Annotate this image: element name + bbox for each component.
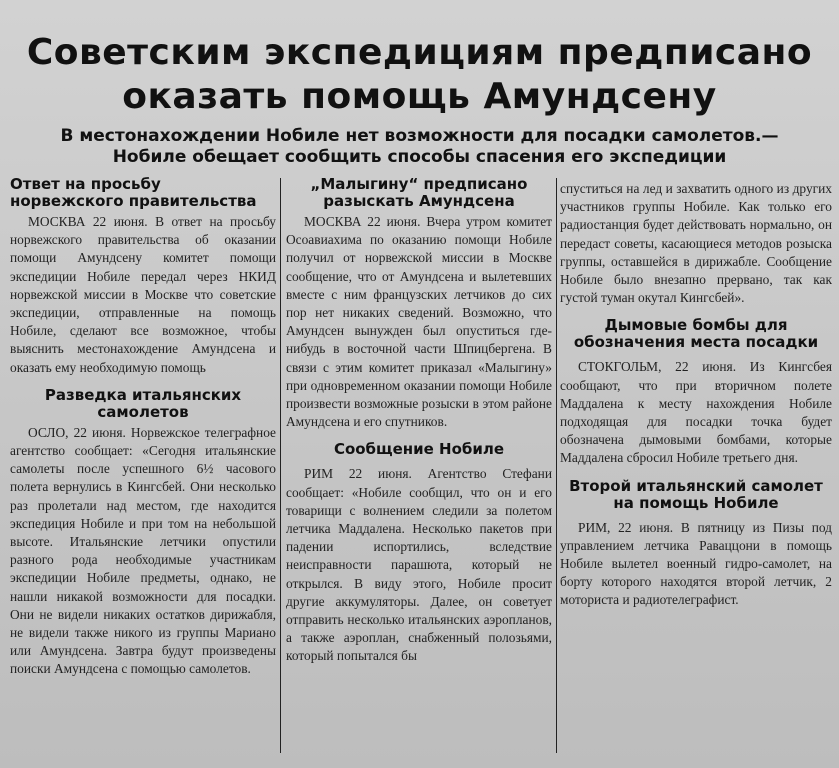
article-body-italian-recon: ОСЛО, 22 июня. Норвежское телеграфное агентство сообщает: «Сегодня итальянские самолеты после успешного 6½ часового полета вернулись в Кингсбей. Они несколько раз пролетали над местом, где находится экспедиция Нобиле и при том на небольшой высоте. Итальянские летчики опустили разного рода необходимые участникам экспедиции Нобиле предметы, однако, не нашли никакой возможности для посадки. Они не видели никаких остатков дирижабля, не видели также никого из группы Мариано или Амундсена. Завтра будут произведены поиски Амундсена с помощью самолетов. (10, 424, 276, 677)
article-title-malygin: „Малыгину“ предписано разыскать Амундсена (310, 175, 528, 210)
article-title-nobile-message: Сообщение Нобиле (333, 440, 505, 459)
article-body-norway-request: МОСКВА 22 июня. В ответ на просьбу норвежского правительства об оказании помощи Амундсену комитет помощи экспедиции Нобиле передал через НКИД норвежской миссии в Москве что советские экспедиции, отправленные на помощь Нобиле, сделают все возможное, чтобы выяснить местонахождение Амундсена и оказать ему необходимую помощь (10, 214, 276, 375)
article-continuation-nobile-message: спуститься на лед и захватить одного из других участников группы Нобиле. Как только его радиостанция будет действовать нормально, он передаст советы, касающиеся методов розыска группы, оставшейся в дирижабле. Сообщение Нобиле было внезапно прервано, так как густой туман окутал Кингсбей». (560, 181, 832, 306)
column-3 (560, 180, 832, 610)
column-divider-2 (556, 178, 557, 753)
column-divider-1 (280, 178, 281, 753)
article-body-second-plane: РИМ, 22 июня. В пятницу из Пизы под управлением летчика Раваццони в помощь Нобиле вылетел военный гидро-самолет, на борту которого находятся второй летчик, 2 моториста и радиотелеграфист. (560, 519, 832, 608)
headline-line-2: оказать помощь Амундсену (122, 76, 717, 117)
article-title-norway-request: Ответ на просьбу норвежского правительства (10, 175, 257, 210)
column-1 (10, 176, 276, 679)
article-title-italian-recon: Разведка итальянских самолетов (44, 385, 242, 421)
article-title-second-plane: Второй итальянский самолет на помощь Нобиле (569, 476, 823, 512)
headline-line-1: Советским экспедициям предписано (26, 32, 813, 73)
subheadline-line-1: В местонахождении Нобиле нет возможности для посадки самолетов.— (60, 126, 779, 146)
article-body-smoke-bombs: СТОКГОЛЬМ, 22 июня. Из Кингсбея сообщают, что при вторичном полете Маддалена к месту нахождения Нобиле подходящая для посадки точка будет обозначена дымовыми бомбами, которые Маддалена сбросил Нобиле третьего дня. (560, 359, 832, 466)
article-body-nobile-message: РИМ 22 июня. Агентство Стефани сообщает: «Нобиле сообщил, что он и его товарищи с волнением следили за полетом летчика Маддалена. Несколько пакетов при падении испортились, вследствие неисправности парашюта, который не открылся. В виду этого, Нобиле просит другие аккумуляторы. Далее, он советует отправить несколько итальянских аэропланов, а также аэроплан, снабженный полозьями, который попытался бы (286, 466, 552, 664)
column-2 (286, 176, 552, 666)
subheadline-line-2: Нобиле обещает сообщить способы спасения его экспедиции (112, 147, 727, 167)
article-body-malygin: МОСКВА 22 июня. Вчера утром комитет Осоавиахима по оказанию помощи Нобиле получил от норвежской миссии в Москве сообщение, что от Амундсена и вылетевших вместе с ним французских летчиков до сих пор нет никаких сведений. Возможно, что Амундсен вынужден был опуститься где-нибудь в восточной части Шпицбергена. В связи с этим комитет приказал «Малыгину» при одновременном оказании помощи Нобиле произвести возможные розыски в этом районе Амундсена и его спутников. (286, 214, 552, 430)
article-title-smoke-bombs: Дымовые бомбы для обозначения места посадки (573, 316, 819, 352)
